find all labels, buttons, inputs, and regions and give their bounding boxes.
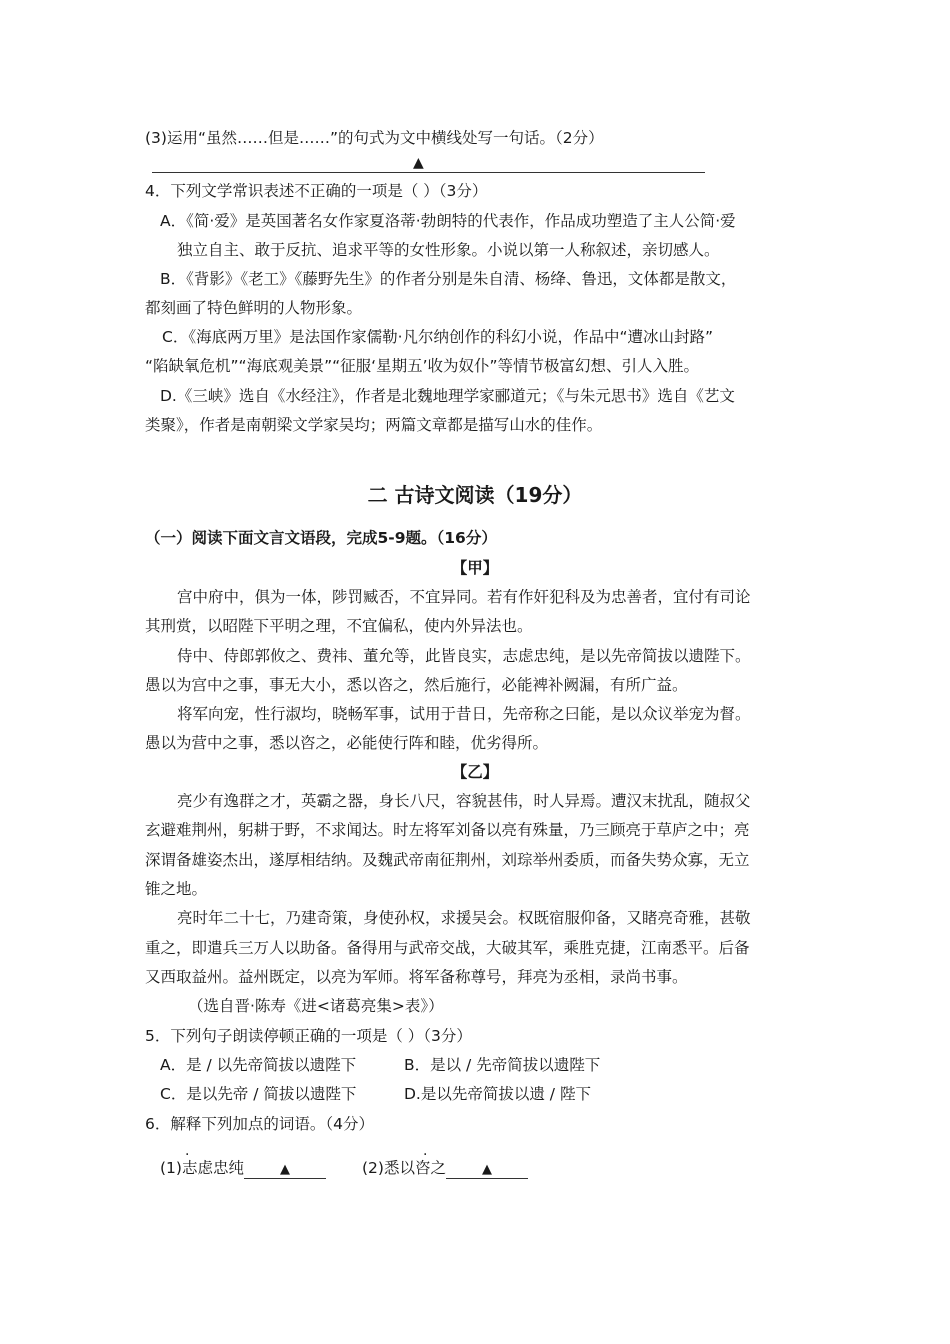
q6-item-2-blank[interactable] xyxy=(446,1162,528,1179)
q6-stem: 6．解释下列加点的词语。（4分） xyxy=(145,1115,374,1133)
section-subtitle: （一）阅读下面文言文语段，完成5-9题。（16分） xyxy=(145,529,497,547)
passage-line: 重之，即遣兵三万人以助备。备得用与武帝交战，大破其军，乘胜克捷，江南悉平。后备 xyxy=(145,939,750,957)
answer-marker-icon: ▲ xyxy=(413,155,424,171)
q5-option-a: A．是 / 以先帝简拔以遗陛下 xyxy=(160,1056,357,1074)
passage-line: 其刑赏，以昭陛下平明之理，不宜偏私，使内外异法也。 xyxy=(145,617,533,635)
q3-prompt: (3)运用“虽然……但是……”的句式为文中横线处写一句话。（2分） xyxy=(145,129,604,147)
passage-line: 宫中府中，俱为一体，陟罚臧否，不宜异同。若有作奸犯科及为忠善者，宜付有司论 xyxy=(177,588,751,606)
q4-option-c: C．《海底两万里》是法国作家儒勒·凡尔纳创作的科幻小说，作品中“遭冰山封路” xyxy=(162,328,714,346)
passage-line: 亮少有逸群之才，英霸之器，身长八尺，容貌甚伟，时人异焉。遭汉末扰乱，随叔父 xyxy=(177,792,751,810)
emphasis-dot-icon: . xyxy=(185,1143,190,1159)
q4-option-c-cont: “陷缺氧危机”“海底观美景”“征服‘星期五’收为奴仆”等情节极富幻想、引人入胜。 xyxy=(145,357,700,375)
passage-jia-label: 【甲】 xyxy=(451,559,499,577)
answer-marker-icon: ▲ xyxy=(279,1162,290,1177)
passage-line: 深谓备雄姿杰出，遂厚相结纳。及魏武帝南征荆州，刘琮举州委质，而备失势众寡，无立 xyxy=(145,851,750,869)
passage-line: 侍中、侍郎郭攸之、费祎、董允等，此皆良实，志虑忠纯，是以先帝简拔以遗陛下。 xyxy=(177,647,751,665)
q4-option-a-cont: 独立自主、敢于反抗、追求平等的女性形象。小说以第一人称叙述，亲切感人。 xyxy=(177,241,720,259)
passage-line: 锥之地。 xyxy=(145,880,208,898)
q4-option-d: D.《三峡》选自《水经注》，作者是北魏地理学家郦道元；《与朱元思书》选自《艺文 xyxy=(160,387,735,405)
q6-item-1-blank[interactable] xyxy=(244,1162,326,1179)
q4-option-b: B．《背影》《老工》《藤野先生》的作者分别是朱自清、杨绛、鲁迅，文体都是散文， xyxy=(160,270,737,288)
q6-item-2-text: (2)悉以咨之 xyxy=(362,1159,446,1177)
passage-line: 玄避难荆州，躬耕于野，不求闻达。时左将军刘备以亮有殊量，乃三顾亮于草庐之中；亮 xyxy=(145,821,750,839)
q5-stem: 5．下列句子朗读停顿正确的一项是（ ）（3分） xyxy=(145,1027,472,1045)
passage-line: 愚以为宫中之事，事无大小，悉以咨之，然后施行，必能裨补阙漏，有所广益。 xyxy=(145,676,688,694)
q4-option-b-cont: 都刻画了特色鲜明的人物形象。 xyxy=(145,299,363,317)
passage-line: 愚以为营中之事，悉以咨之，必能使行阵和睦，优劣得所。 xyxy=(145,734,549,752)
q6-item-1 xyxy=(160,1158,326,1179)
q4-option-a: A．《简·爱》是英国著名女作家夏洛蒂·勃朗特的代表作，作品成功塑造了主人公简·爱 xyxy=(160,212,736,230)
q4-option-d-cont: 类聚》，作者是南朝梁文学家吴均；两篇文章都是描写山水的佳作。 xyxy=(145,416,603,434)
passage-line: 又西取益州。益州既定，以亮为军师。将军备称尊号，拜亮为丞相，录尚书事。 xyxy=(145,968,688,986)
q5-option-d: D.是以先帝简拔以遗 / 陛下 xyxy=(404,1085,591,1103)
emphasis-dot-icon: . xyxy=(423,1143,428,1159)
passage-source: （选自晋·陈寿《进<诸葛亮集>表》） xyxy=(188,997,444,1015)
q6-item-1-text: (1)志虑忠纯 xyxy=(160,1159,244,1177)
passage-line: 将军向宠，性行淑均，晓畅军事，试用于昔日，先帝称之曰能，是以众议举宠为督。 xyxy=(177,705,751,723)
answer-marker-icon: ▲ xyxy=(481,1162,492,1177)
q4-stem: 4．下列文学常识表述不正确的一项是（ ）（3分） xyxy=(145,182,488,200)
passage-yi-label: 【乙】 xyxy=(451,763,499,781)
q6-item-2 xyxy=(362,1158,528,1179)
q5-option-c: C．是以先帝 / 简拔以遗陛下 xyxy=(160,1085,357,1103)
q5-option-b: B．是以 / 先帝简拔以遗陛下 xyxy=(404,1056,601,1074)
passage-line: 亮时年二十七，乃建奇策，身使孙权，求援吴会。权既宿服仰备，又睹亮奇雅，甚敬 xyxy=(177,909,751,927)
section-title: 二 古诗文阅读（19分） xyxy=(367,483,583,507)
answer-line[interactable] xyxy=(152,172,705,173)
